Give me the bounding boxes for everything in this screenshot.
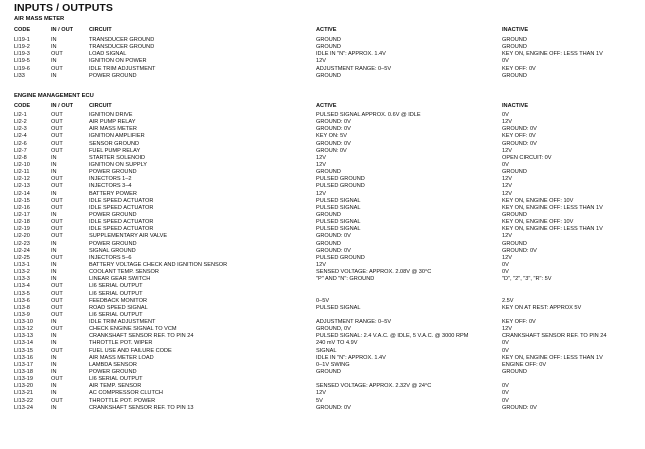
- cell-inactive: GROUND: [502, 240, 527, 247]
- cell-active: GROUND: 0V: [316, 247, 351, 254]
- table-row: [14, 248, 645, 255]
- cell-code: LI19-6: [14, 65, 30, 72]
- cell-active: PULSED SIGNAL APPROX. 0.6V @ IDLE: [316, 112, 421, 118]
- column-header-code: CODE: [14, 27, 31, 33]
- cell-io: IN: [51, 269, 57, 276]
- cell-circuit: LINEAR GEAR SWITCH: [89, 276, 151, 283]
- cell-circuit: IDLE SPEED ACTUATOR: [89, 197, 154, 204]
- cell-active: PULSED GROUND: [316, 176, 365, 183]
- cell-active: GROUND: [316, 211, 341, 218]
- cell-active: PULSED SIGNAL: [316, 304, 361, 311]
- cell-circuit: THROTTLE POT. POWER: [89, 397, 156, 404]
- cell-circuit: LAMBDA SENSOR: [89, 361, 137, 368]
- cell-code: LI13-17: [14, 361, 33, 368]
- cell-inactive: 2.5V: [502, 297, 514, 304]
- cell-circuit: BATTERY VOLTAGE CHECK AND IGNITION SENSOR: [89, 261, 228, 268]
- cell-code: LI13-20: [14, 383, 33, 390]
- table-row: [14, 340, 645, 347]
- table-row: [14, 226, 645, 233]
- cell-inactive: KEY ON, ENGINE OFF: LESS THAN 1V: [502, 354, 603, 361]
- cell-code: LI2-12: [14, 176, 30, 183]
- table-row: [14, 233, 645, 240]
- table-row: [14, 369, 645, 376]
- cell-active: GROUND: [316, 37, 341, 43]
- column-header-circuit: CIRCUIT: [89, 103, 112, 109]
- cell-circuit: IGNITION DRIVE: [89, 112, 133, 118]
- table-row: [14, 219, 645, 226]
- table-row: [14, 383, 645, 390]
- cell-circuit: IDLE TRIM ADJUSTMENT: [89, 319, 156, 326]
- cell-io: IN: [51, 383, 57, 390]
- table-header: [14, 27, 645, 34]
- cell-active: GROUND: [316, 240, 341, 247]
- cell-active: PULSED GROUND: [316, 183, 365, 190]
- cell-inactive: KEY OFF: 0V: [502, 319, 536, 326]
- cell-inactive: 0V: [502, 340, 509, 347]
- cell-code: LI2-19: [14, 226, 30, 233]
- cell-circuit: FUEL USE AND FAILURE CODE: [89, 347, 172, 354]
- cell-circuit: AC COMPRESSOR CLUTCH: [89, 390, 163, 397]
- cell-io: OUT: [51, 183, 63, 190]
- cell-circuit: CRANKSHAFT SENSOR REF. TO PIN 13: [89, 404, 194, 411]
- table-row: [14, 51, 645, 58]
- cell-active: GROUND: 0V: [316, 119, 351, 126]
- cell-active: 0–1V SWING: [316, 361, 350, 368]
- cell-circuit: POWER GROUND: [89, 211, 137, 218]
- cell-io: IN: [51, 247, 57, 254]
- cell-code: LI13-9: [14, 311, 30, 318]
- cell-circuit: SIGNAL GROUND: [89, 247, 136, 254]
- cell-io: OUT: [51, 133, 63, 140]
- table-row: [14, 183, 645, 190]
- cell-active: IDLE IN "N": APPROX. 1.4V: [316, 51, 386, 58]
- table-row: [14, 312, 645, 319]
- table-row: [14, 141, 645, 148]
- cell-active: GROUND: [316, 369, 341, 376]
- cell-circuit: IDLE SPEED ACTUATOR: [89, 219, 154, 226]
- cell-io: OUT: [51, 297, 63, 304]
- table-row: [14, 333, 645, 340]
- cell-io: IN: [51, 390, 57, 397]
- cell-active: GROUND: 0V: [316, 140, 351, 147]
- cell-io: OUT: [51, 254, 63, 261]
- table-row: [14, 126, 645, 133]
- cell-circuit: POWER GROUND: [89, 369, 137, 376]
- cell-inactive: 0V: [502, 269, 509, 276]
- cell-io: OUT: [51, 376, 63, 383]
- cell-io: IN: [51, 333, 57, 340]
- table-row: [14, 362, 645, 369]
- cell-code: LI2-10: [14, 161, 30, 168]
- cell-inactive: 12V: [502, 326, 512, 333]
- cell-code: LI2-11: [14, 169, 30, 176]
- cell-inactive: 0V: [502, 347, 509, 354]
- cell-inactive: CRANKSHAFT SENSOR REF. TO PIN 24: [502, 333, 607, 340]
- cell-active: IDLE IN "N": APPROX. 1.4V: [316, 354, 386, 361]
- cell-code: LI2-13: [14, 183, 30, 190]
- cell-code: LI2-4: [14, 133, 27, 140]
- cell-inactive: KEY ON, ENGINE OFF: LESS THAN 1V: [502, 51, 603, 58]
- table-row: [14, 169, 645, 176]
- table-row: [14, 298, 645, 305]
- cell-code: LI13-5: [14, 290, 30, 297]
- cell-active: SENSED VOLTAGE: APPROX. 2.08V @ 30°C: [316, 269, 432, 276]
- cell-circuit: POWER GROUND: [89, 72, 137, 79]
- cell-circuit: IDLE TRIM ADJUSTMENT: [89, 65, 156, 72]
- cell-code: LI13-22: [14, 397, 33, 404]
- table-row: [14, 348, 645, 355]
- column-header-active: ACTIVE: [316, 103, 337, 109]
- cell-io: IN: [51, 154, 57, 161]
- cell-circuit: INJECTORS 3–4: [89, 183, 132, 190]
- cell-active: GROUND, 0V: [316, 326, 351, 333]
- cell-circuit: THROTTLE POT. WIPER: [89, 340, 153, 347]
- cell-code: LI33: [14, 72, 25, 79]
- cell-io: OUT: [51, 112, 63, 118]
- cell-active: GROUND: 0V: [316, 126, 351, 133]
- cell-code: LI2-8: [14, 154, 27, 161]
- cell-circuit: POWER GROUND: [89, 169, 137, 176]
- cell-io: OUT: [51, 65, 63, 72]
- cell-io: OUT: [51, 176, 63, 183]
- cell-active: 12V: [316, 58, 326, 65]
- cell-active: GROUND: [316, 72, 341, 79]
- cell-circuit: FUEL PUMP RELAY: [89, 147, 141, 154]
- cell-active: 5V: [316, 397, 323, 404]
- cell-code: LI13-8: [14, 304, 30, 311]
- column-header-active: ACTIVE: [316, 27, 337, 33]
- cell-code: LI2-1: [14, 112, 27, 118]
- cell-code: LI2-7: [14, 147, 27, 154]
- cell-io: OUT: [51, 283, 63, 290]
- cell-inactive: KEY ON AT REST: APPROX 5V: [502, 304, 582, 311]
- cell-circuit: CHECK ENGINE SIGNAL TO VCM: [89, 326, 177, 333]
- cell-code: LI2-24: [14, 247, 30, 254]
- cell-inactive: GROUND: [502, 37, 527, 43]
- section-title: ENGINE MANAGEMENT ECU: [14, 93, 94, 99]
- cell-io: IN: [51, 261, 57, 268]
- cell-inactive: KEY OFF: 0V: [502, 133, 536, 140]
- table-header: [14, 103, 645, 110]
- cell-code: LI2-18: [14, 219, 30, 226]
- cell-io: IN: [51, 361, 57, 368]
- cell-io: IN: [51, 161, 57, 168]
- cell-io: IN: [51, 240, 57, 247]
- cell-inactive: 0V: [502, 390, 509, 397]
- section-title: AIR MASS METER: [14, 16, 65, 22]
- cell-io: IN: [51, 369, 57, 376]
- cell-code: LI13-24: [14, 404, 33, 411]
- column-header-code: CODE: [14, 103, 31, 109]
- cell-io: IN: [51, 72, 57, 79]
- cell-inactive: GROUND: [502, 169, 527, 176]
- cell-active: "P" AND "N": GROUND: [316, 276, 375, 283]
- table-row: [14, 37, 645, 44]
- table-row: [14, 276, 645, 283]
- cell-circuit: IGNITION AMPLIFIER: [89, 133, 145, 140]
- cell-inactive: 12V: [502, 183, 512, 190]
- cell-io: OUT: [51, 119, 63, 126]
- cell-code: LI2-14: [14, 190, 30, 197]
- cell-code: LI19-1: [14, 37, 30, 43]
- cell-inactive: GROUND: 0V: [502, 247, 537, 254]
- cell-active: GROUND: 0V: [316, 233, 351, 240]
- cell-code: LI2-23: [14, 240, 30, 247]
- table-row: [14, 405, 645, 412]
- cell-io: IN: [51, 340, 57, 347]
- cell-io: OUT: [51, 219, 63, 226]
- cell-io: OUT: [51, 304, 63, 311]
- cell-code: LI2-6: [14, 140, 27, 147]
- cell-io: OUT: [51, 347, 63, 354]
- cell-active: 12V: [316, 261, 326, 268]
- cell-active: PULSED SIGNAL: 2.4 V.A.C. @ IDLE, 5 V.A.C. @ 3000 RPM: [316, 333, 469, 340]
- cell-inactive: KEY ON, ENGINE OFF: LESS THAN 1V: [502, 204, 603, 211]
- table-row: [14, 112, 645, 119]
- cell-inactive: GROUND: [502, 211, 527, 218]
- cell-code: LI19-3: [14, 51, 30, 58]
- table-row: [14, 262, 645, 269]
- cell-active: ADJUSTMENT RANGE: 0–5V: [316, 319, 392, 326]
- cell-inactive: GROUND: [502, 44, 527, 51]
- cell-circuit: AIR MASS METER LOAD: [89, 354, 154, 361]
- cell-circuit: IDLE SPEED ACTUATOR: [89, 204, 154, 211]
- cell-code: LI2-16: [14, 204, 30, 211]
- cell-inactive: KEY ON, ENGINE OFF: 10V: [502, 197, 574, 204]
- cell-io: IN: [51, 319, 57, 326]
- column-header-circuit: CIRCUIT: [89, 27, 112, 33]
- cell-io: OUT: [51, 147, 63, 154]
- cell-inactive: GROUND: [502, 72, 527, 79]
- cell-code: LI13-19: [14, 376, 33, 383]
- cell-io: IN: [51, 169, 57, 176]
- table-row: [14, 191, 645, 198]
- cell-circuit: TRANSDUCER GROUND: [89, 44, 155, 51]
- table-row: [14, 73, 645, 80]
- cell-io: OUT: [51, 233, 63, 240]
- cell-active: 12V: [316, 190, 326, 197]
- cell-code: LI2-3: [14, 126, 27, 133]
- table-row: [14, 58, 645, 65]
- cell-code: LI13-21: [14, 390, 33, 397]
- column-header-io: IN / OUT: [51, 103, 74, 109]
- cell-code: LI13-6: [14, 297, 30, 304]
- cell-circuit: STARTER SOLENOID: [89, 154, 146, 161]
- cell-active: PULSED GROUND: [316, 254, 365, 261]
- cell-code: LI2-2: [14, 119, 27, 126]
- cell-circuit: IDLE SPEED ACTUATOR: [89, 226, 154, 233]
- cell-circuit: IGNITION ON SUPPLY: [89, 161, 148, 168]
- cell-inactive: 0V: [502, 112, 509, 118]
- cell-inactive: GROUND: [502, 369, 527, 376]
- cell-inactive: 12V: [502, 176, 512, 183]
- cell-active: GROUND: 0V: [316, 404, 351, 411]
- cell-inactive: 12V: [502, 190, 512, 197]
- cell-inactive: KEY OFF: 0V: [502, 65, 536, 72]
- cell-circuit: INJECTORS 1–2: [89, 176, 132, 183]
- cell-circuit: ROAD SPEED SIGNAL: [89, 304, 148, 311]
- table-row: [14, 155, 645, 162]
- cell-code: LI13-4: [14, 283, 30, 290]
- table-row: [14, 390, 645, 397]
- table-row: [14, 133, 645, 140]
- cell-inactive: 0V: [502, 397, 509, 404]
- cell-circuit: LI6 SERIAL OUTPUT: [89, 376, 143, 383]
- cell-inactive: GROUND: 0V: [502, 140, 537, 147]
- cell-circuit: AIR PUMP RELAY: [89, 119, 136, 126]
- cell-io: OUT: [51, 204, 63, 211]
- cell-code: LI13-18: [14, 369, 33, 376]
- table-row: [14, 326, 645, 333]
- cell-circuit: LOAD SIGNAL: [89, 51, 127, 58]
- cell-circuit: SENSOR GROUND: [89, 140, 140, 147]
- cell-io: OUT: [51, 397, 63, 404]
- table-row: [14, 291, 645, 298]
- table-row: [14, 398, 645, 405]
- cell-active: 12V: [316, 154, 326, 161]
- cell-circuit: AIR MASS METER: [89, 126, 137, 133]
- cell-io: OUT: [51, 51, 63, 58]
- cell-circuit: IGNITION ON POWER: [89, 58, 147, 65]
- cell-active: 12V: [316, 390, 326, 397]
- table-row: [14, 355, 645, 362]
- cell-io: OUT: [51, 140, 63, 147]
- cell-io: OUT: [51, 126, 63, 133]
- cell-io: OUT: [51, 290, 63, 297]
- cell-code: LI2-25: [14, 254, 30, 261]
- table-row: [14, 162, 645, 169]
- table-row: [14, 241, 645, 248]
- cell-active: KEY ON: 5V: [316, 133, 347, 140]
- table-row: [14, 269, 645, 276]
- cell-active: PULSED SIGNAL: [316, 226, 361, 233]
- cell-io: IN: [51, 58, 57, 65]
- cell-circuit: FEEDBACK MONITOR: [89, 297, 148, 304]
- cell-active: PULSED SIGNAL: [316, 197, 361, 204]
- cell-inactive: KEY ON, ENGINE OFF: LESS THAN 1V: [502, 226, 603, 233]
- cell-inactive: 0V: [502, 161, 509, 168]
- table-row: [14, 255, 645, 262]
- cell-inactive: 0V: [502, 58, 509, 65]
- table-row: [14, 148, 645, 155]
- cell-inactive: 0V: [502, 261, 509, 268]
- cell-code: LI19-5: [14, 58, 30, 65]
- cell-io: IN: [51, 190, 57, 197]
- cell-active: GROUN: 0V: [316, 147, 347, 154]
- cell-io: IN: [51, 44, 57, 51]
- cell-inactive: ENGINE OFF: 0V: [502, 361, 547, 368]
- cell-active: SIGNAL: [316, 347, 337, 354]
- cell-io: IN: [51, 354, 57, 361]
- table-row: [14, 319, 645, 326]
- cell-io: OUT: [51, 326, 63, 333]
- cell-code: LI13-15: [14, 347, 33, 354]
- cell-circuit: INJECTORS 5–6: [89, 254, 132, 261]
- cell-active: PULSED SIGNAL: [316, 204, 361, 211]
- cell-circuit: BATTERY POWER: [89, 190, 137, 197]
- cell-circuit: TRANSDUCER GROUND: [89, 37, 155, 43]
- cell-active: 0–5V: [316, 297, 330, 304]
- cell-io: IN: [51, 404, 57, 411]
- cell-active: 240 mV TO 4.9V: [316, 340, 358, 347]
- cell-code: LI2-17: [14, 211, 30, 218]
- cell-code: LI13-2: [14, 269, 30, 276]
- cell-inactive: OPEN CIRCUIT: 0V: [502, 154, 552, 161]
- cell-inactive: "D", "2", "3", "R": 5V: [502, 276, 552, 283]
- column-header-io: IN / OUT: [51, 27, 74, 33]
- cell-active: SENSED VOLTAGE: APPROX. 2.32V @ 24°C: [316, 383, 432, 390]
- cell-active: 12V: [316, 161, 326, 168]
- cell-io: OUT: [51, 226, 63, 233]
- cell-code: LI2-20: [14, 233, 30, 240]
- column-header-inactive: INACTIVE: [502, 27, 529, 33]
- cell-active: GROUND: [316, 169, 341, 176]
- cell-code: LI19-2: [14, 44, 30, 51]
- cell-code: LI13-12: [14, 326, 33, 333]
- cell-circuit: LI6 SERIAL OUTPUT: [89, 311, 143, 318]
- table-row: [14, 205, 645, 212]
- cell-inactive: 12V: [502, 119, 512, 126]
- cell-code: LI13-10: [14, 319, 33, 326]
- table-row: [14, 283, 645, 290]
- table-row: [14, 44, 645, 51]
- cell-code: LI13-16: [14, 354, 33, 361]
- table-row: [14, 376, 645, 383]
- cell-circuit: LI6 SERIAL OUTPUT: [89, 283, 143, 290]
- column-header-inactive: INACTIVE: [502, 103, 529, 109]
- table-row: [14, 176, 645, 183]
- cell-circuit: COOLANT TEMP. SENSOR: [89, 269, 159, 276]
- cell-active: ADJUSTMENT RANGE: 0–5V: [316, 65, 392, 72]
- cell-inactive: 12V: [502, 233, 512, 240]
- table-row: [14, 212, 645, 219]
- cell-io: OUT: [51, 311, 63, 318]
- cell-code: LI13-3: [14, 276, 30, 283]
- cell-code: LI13-14: [14, 340, 33, 347]
- cell-io: IN: [51, 276, 57, 283]
- page-title: INPUTS / OUTPUTS: [14, 2, 114, 14]
- cell-circuit: POWER GROUND: [89, 240, 137, 247]
- cell-io: OUT: [51, 197, 63, 204]
- table-row: [14, 66, 645, 73]
- cell-io: IN: [51, 211, 57, 218]
- cell-circuit: CRANKSHAFT SENSOR REF. TO PIN 24: [89, 333, 194, 340]
- cell-inactive: 0V: [502, 383, 509, 390]
- table-row: [14, 305, 645, 312]
- cell-circuit: SUPPLEMENTARY AIR VALVE: [89, 233, 168, 240]
- cell-code: LI13-1: [14, 261, 30, 268]
- table-row: [14, 119, 645, 126]
- cell-code: LI2-15: [14, 197, 30, 204]
- cell-inactive: 12V: [502, 254, 512, 261]
- cell-code: LI13-13: [14, 333, 33, 340]
- cell-inactive: GROUND: 0V: [502, 126, 537, 133]
- cell-active: GROUND: [316, 44, 341, 51]
- cell-inactive: GROUND: 0V: [502, 404, 537, 411]
- cell-circuit: AIR TEMP. SENSOR: [89, 383, 142, 390]
- table-row: [14, 198, 645, 205]
- cell-io: IN: [51, 37, 57, 43]
- cell-circuit: LI6 SERIAL OUTPUT: [89, 290, 143, 297]
- cell-inactive: 12V: [502, 147, 512, 154]
- cell-active: PULSED SIGNAL: [316, 219, 361, 226]
- cell-inactive: KEY ON, ENGINE OFF: 10V: [502, 219, 574, 226]
